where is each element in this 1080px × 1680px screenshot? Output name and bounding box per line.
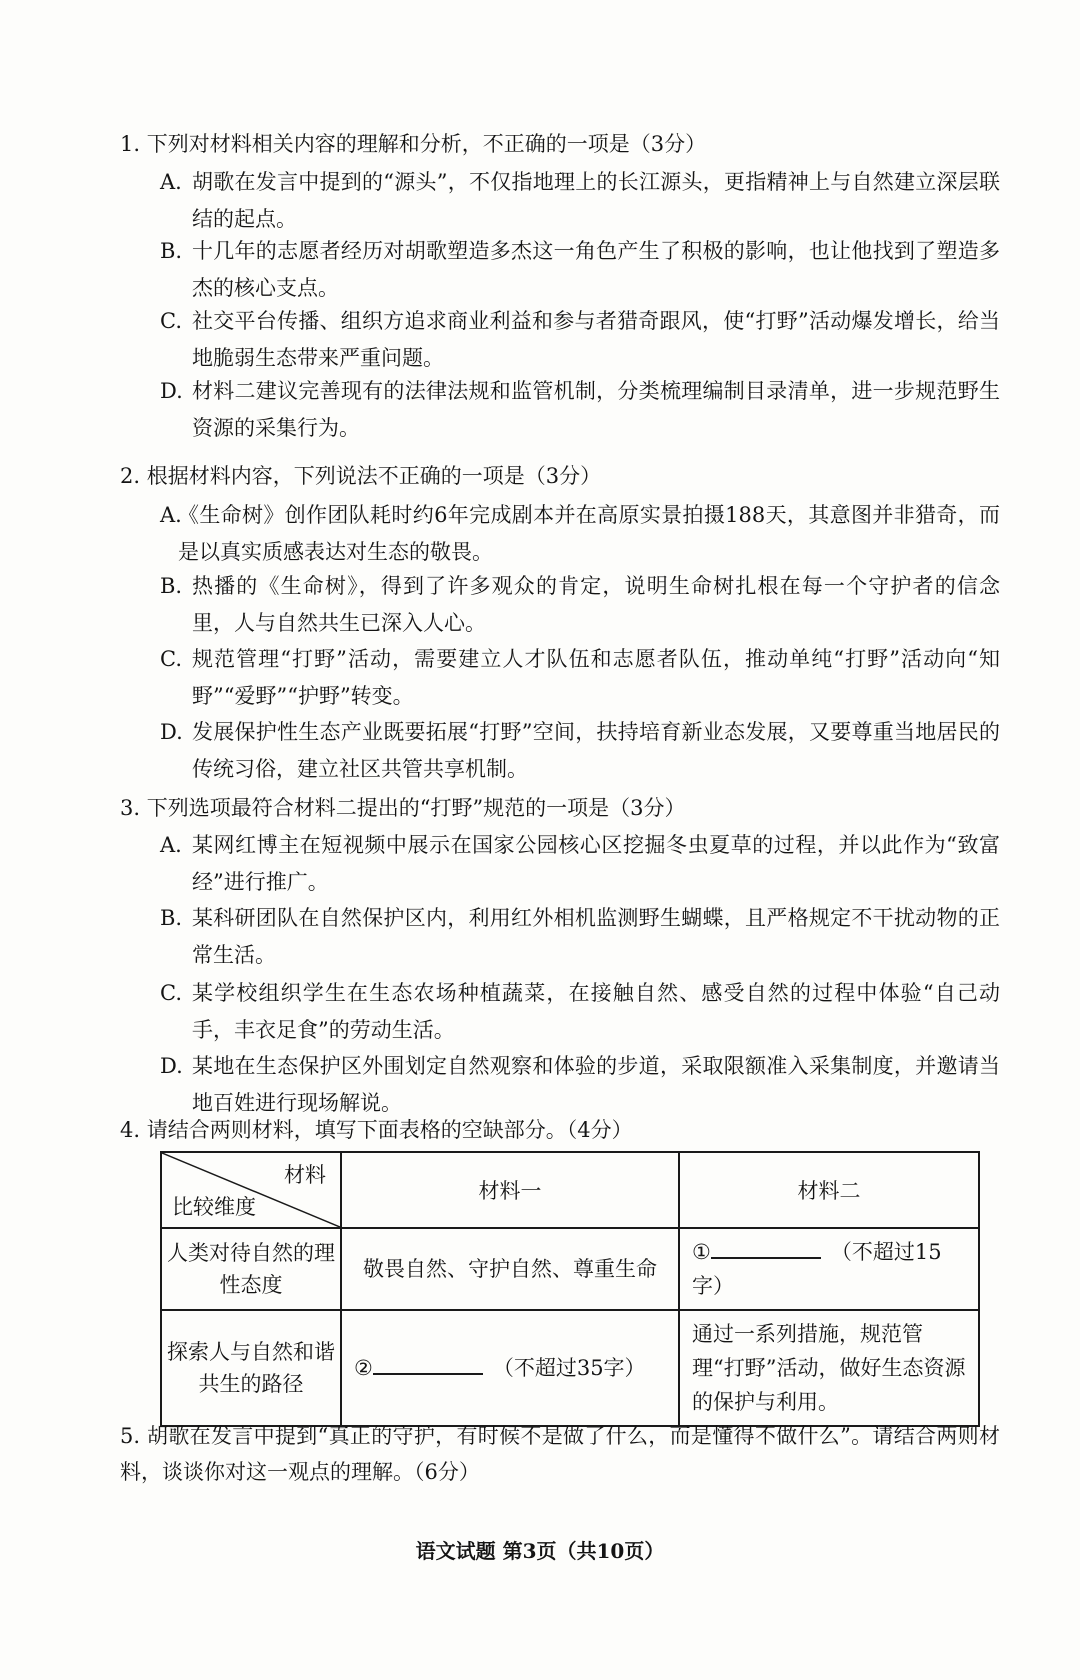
q1-option-c xyxy=(160,303,1000,377)
page-footer: 语文试题 第3页（共10页） xyxy=(415,1539,665,1563)
q3-option-d xyxy=(160,1048,1000,1122)
question-5-stem: 5. 胡歌在发言中提到“真正的守护，有时候不是做了什么，而是懂得不做什么”。请结合两则材料，谈谈你对这一观点的理解。（6分） xyxy=(120,1424,1000,1484)
cell-attitude-material-1: 敬畏自然、守护自然、尊重生命 xyxy=(341,1228,679,1310)
comparison-table xyxy=(160,1151,980,1427)
column-header-material-2: 材料二 xyxy=(679,1152,979,1228)
option-label: D. xyxy=(160,1054,183,1078)
corner-top-label: 材料 xyxy=(284,1163,326,1187)
cell-attitude-material-2 xyxy=(679,1228,979,1310)
option-label: A. xyxy=(160,170,182,194)
option-text: 胡歌在发言中提到的“源头”，不仅指地理上的长江源头，更指精神上与自然建立深层联结的起点。 xyxy=(192,170,1000,231)
option-label: D. xyxy=(160,379,183,403)
option-text: 某科研团队在自然保护区内，利用红外相机监测野生蝴蝶，且严格规定不干扰动物的正常生活。 xyxy=(192,906,1000,967)
option-label: C. xyxy=(160,309,182,333)
option-text: 发展保护性生态产业既要拓展“打野”空间，扶持培育新业态发展，又要尊重当地居民的传统习俗，建立社区共管共享机制。 xyxy=(192,720,1000,781)
question-1-stem: 1. 下列对材料相关内容的理解和分析，不正确的一项是（3分） xyxy=(120,132,707,156)
option-label: C. xyxy=(160,981,182,1005)
option-label: B. xyxy=(160,574,183,598)
q2-option-a xyxy=(160,497,1000,571)
question-3-stem: 3. 下列选项最符合材料二提出的“打野”规范的一项是（3分） xyxy=(120,796,686,820)
cell-path-material-1 xyxy=(341,1310,679,1426)
option-text: 某学校组织学生在生态农场种植蔬菜，在接触自然、感受自然的过程中体验“自己动手，丰衣足食”的劳动生活。 xyxy=(192,981,1000,1042)
word-limit-note: （不超过35字） xyxy=(492,1356,646,1380)
q1-option-d xyxy=(160,373,1000,447)
answer-blank-1[interactable] xyxy=(711,1235,821,1259)
q2-option-d xyxy=(160,714,1000,788)
q1-option-a xyxy=(160,164,1000,238)
option-label: B. xyxy=(160,906,183,930)
q3-option-c xyxy=(160,975,1000,1049)
table-corner-cell xyxy=(161,1152,341,1228)
cell-path-material-2: 通过一系列措施，规范管理“打野”活动，做好生态资源的保护与利用。 xyxy=(679,1310,979,1426)
option-text: 材料二建议完善现有的法律法规和监管机制，分类梳理编制目录清单，进一步规范野生资源的采集行为。 xyxy=(192,379,1000,440)
column-header-material-1: 材料一 xyxy=(341,1152,679,1228)
option-label: B. xyxy=(160,239,183,263)
word-limit-note: （不超过15字） xyxy=(692,1240,942,1298)
corner-bottom-label: 比较维度 xyxy=(172,1195,256,1219)
answer-blank-2[interactable] xyxy=(373,1351,483,1375)
option-text: 某网红博主在短视频中展示在国家公园核心区挖掘冬虫夏草的过程，并以此作为“致富经”进行推广。 xyxy=(192,833,1000,894)
row-header-attitude: 人类对待自然的理性态度 xyxy=(161,1228,341,1310)
option-text: 热播的《生命树》，得到了许多观众的肯定，说明生命树扎根在每一个守护者的信念里，人与自然共生已深入人心。 xyxy=(192,574,1000,635)
option-label: A. xyxy=(160,833,182,857)
option-text: 社交平台传播、组织方追求商业利益和参与者猎奇跟风，使“打野”活动爆发增长，给当地脆弱生态带来严重问题。 xyxy=(192,309,1000,370)
option-label: D. xyxy=(160,720,183,744)
q1-option-b xyxy=(160,233,1000,307)
blank-marker: ① xyxy=(692,1240,711,1264)
q2-option-b xyxy=(160,568,1000,642)
q3-option-a xyxy=(160,827,1000,901)
option-text: 《生命树》创作团队耗时约6年完成剧本并在高原实景拍摄188天，其意图并非猎奇，而是以真实质感表达对生态的敬畏。 xyxy=(178,503,1000,564)
blank-marker: ② xyxy=(354,1356,373,1380)
question-2-stem: 2. 根据材料内容，下列说法不正确的一项是（3分） xyxy=(120,464,602,488)
option-text: 十几年的志愿者经历对胡歌塑造多杰这一角色产生了积极的影响，也让他找到了塑造多杰的核心支点。 xyxy=(192,239,1000,300)
option-text: 规范管理“打野”活动，需要建立人才队伍和志愿者队伍，推动单纯“打野”活动向“知野”“爱野”“护野”转变。 xyxy=(192,647,1000,708)
option-label: A. xyxy=(160,503,182,527)
q3-option-b xyxy=(160,900,1000,974)
row-header-path: 探索人与自然和谐共生的路径 xyxy=(161,1310,341,1426)
q2-option-c xyxy=(160,641,1000,715)
question-4-stem: 4. 请结合两则材料，填写下面表格的空缺部分。（4分） xyxy=(120,1118,633,1142)
option-label: C. xyxy=(160,647,182,671)
option-text: 某地在生态保护区外围划定自然观察和体验的步道，采取限额准入采集制度，并邀请当地百姓进行现场解说。 xyxy=(192,1054,1000,1115)
